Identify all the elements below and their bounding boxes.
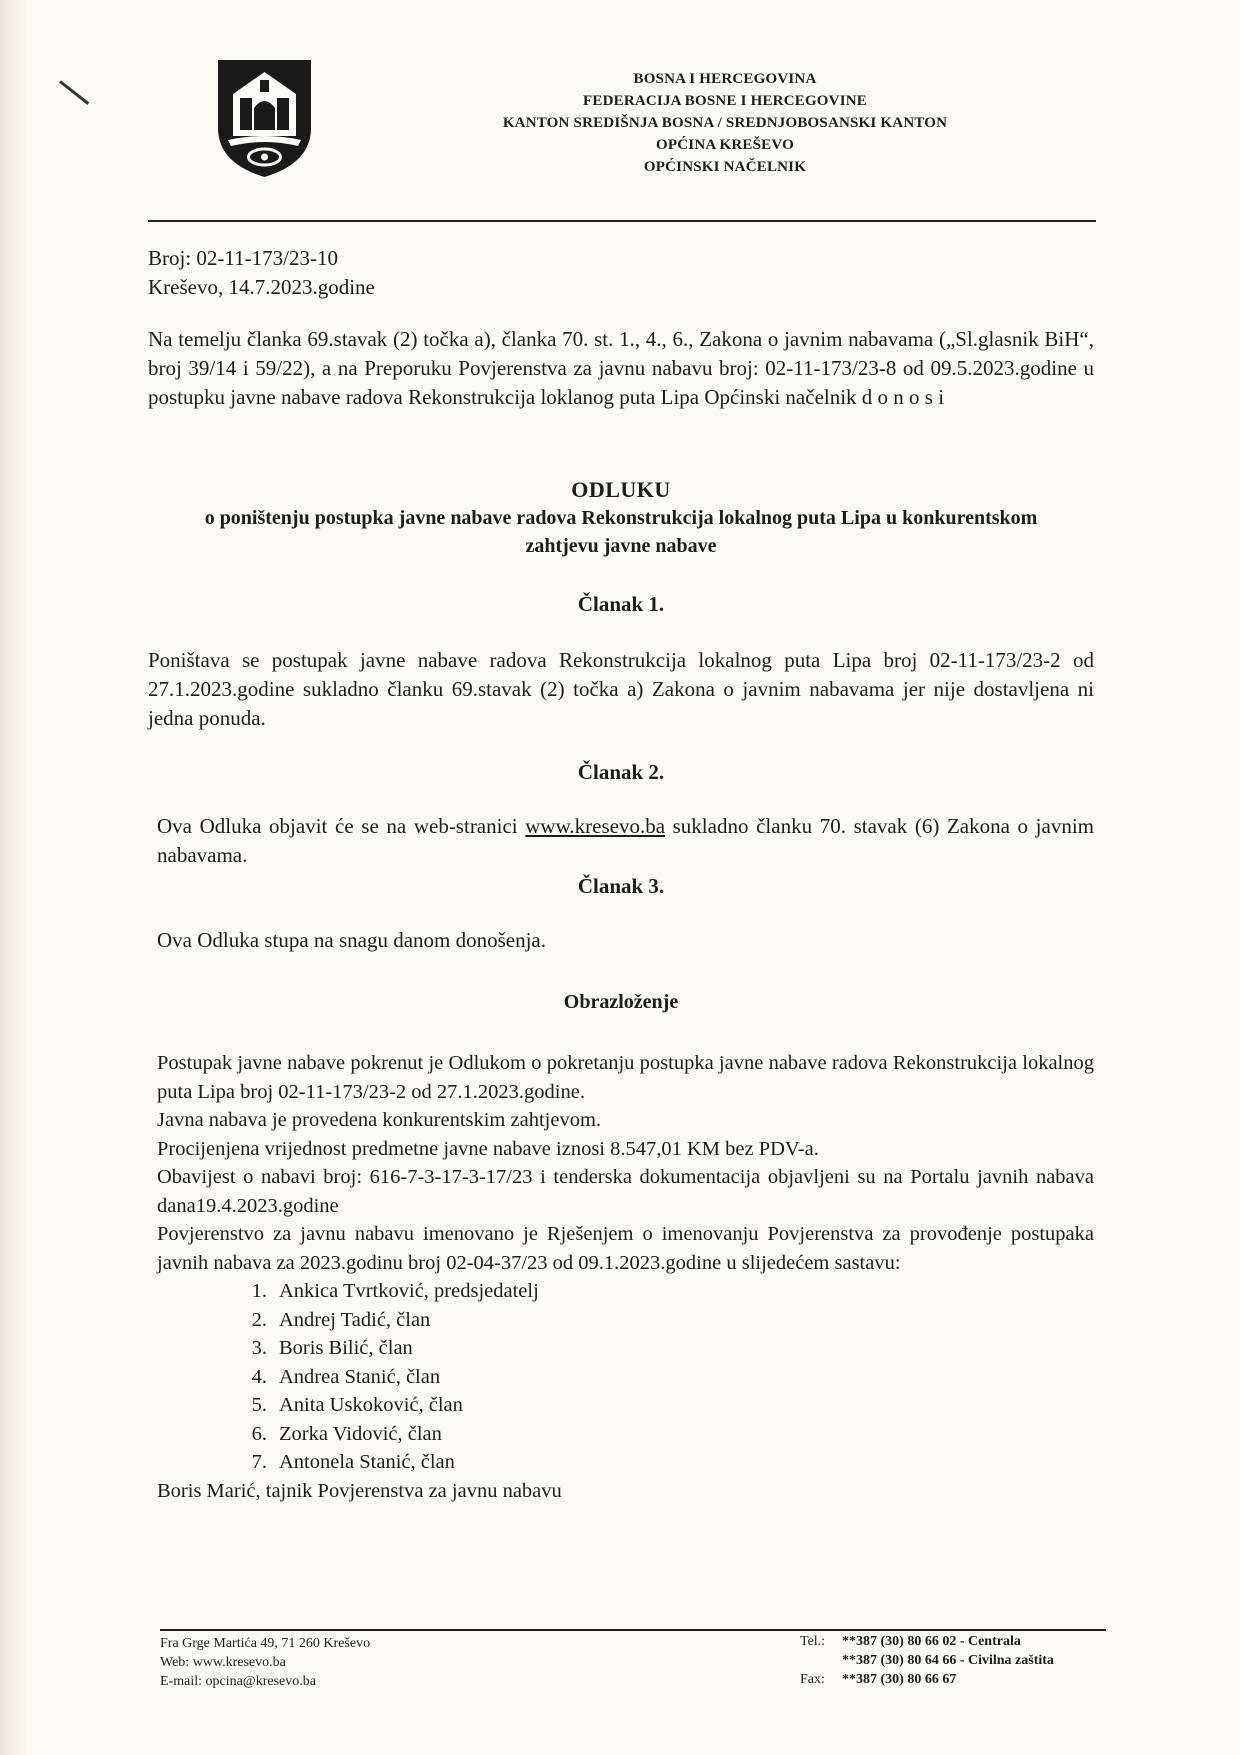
intro-paragraph: Na temelju članka 69.stavak (2) točka a), članka 70. st. 1., 4., 6., Zakona o javnim nabavama („Sl.glasnik BiH“, broj 39/14 i 59/22), a na Preporuku Povjerenstva za javnu nabavu broj: 02-11-173/23-8 od 09.5.2023.godine u postupku javne nabave radova Rekonstrukcija loklanog puta Lipa Općinski načelnik d o n o s i (148, 327, 1094, 409)
list-item: 3. Boris Bilić, član (251, 1337, 413, 1359)
footer-fax: Fax: **387 (30) 80 66 67 (800, 1672, 957, 1687)
commission-members-list (157, 1277, 1094, 1477)
footer-contact-left (160, 1634, 370, 1691)
header-canton: KANTON SREDIŠNJA BOSNA / SREDNJOBOSANSKI KANTON (502, 115, 948, 131)
list-item: 6. Zorka Vidović, član (251, 1422, 442, 1445)
list-item: 7. Antonela Stanić, član (251, 1451, 455, 1473)
article-2-text-before: Ova Odluka objavit će se na web-stranici (157, 814, 526, 838)
page-edge-shadow (0, 0, 28, 1755)
footer-tel-1: Tel.: **387 (30) 80 66 02 - Centrala (800, 1634, 1021, 1649)
explanation-p1: Postupak javne nabave pokrenut je Odlukom o pokretanju postupka javne nabave radova Rekonstrukcija lokalnog puta Lipa broj 02-11-173/23-2 od 27.1.2023.godine. (157, 1052, 1094, 1103)
decision-title-subtitle: o poništenju postupka javne nabave radova Rekonstrukcija lokalnog puta Lipa u konkurentskom zahtjevu javne nabave (204, 507, 1038, 557)
article-1-heading: Članak 1. (577, 592, 665, 616)
decision-title-main: ODLUKU (571, 477, 671, 502)
footer-tel-2: **387 (30) 80 64 66 - Civilna zaštita (842, 1653, 1054, 1668)
list-item: 4. Andrea Stanić, član (251, 1365, 441, 1388)
list-item: 1. Ankica Tvrtković, predsjedatelj (251, 1280, 539, 1302)
explanation-heading: Obrazloženje (563, 991, 679, 1013)
header-divider (148, 220, 1096, 222)
reference-block (148, 244, 375, 302)
document-header (460, 68, 990, 178)
header-municipality: OPĆINA KREŠEVO (656, 137, 794, 153)
article-3-heading: Članak 3. (577, 874, 665, 898)
explanation-body (157, 1049, 1094, 1505)
explanation-p2: Javna nabava je provedena konkurentskim zahtjevom. (157, 1109, 602, 1131)
header-office: OPĆINSKI NAČELNIK (643, 159, 807, 175)
reference-place-date: Kreševo, 14.7.2023.godine (148, 275, 375, 299)
footer-divider (160, 1629, 1106, 1631)
footer-web[interactable]: Web: www.kresevo.ba (160, 1655, 286, 1670)
article-2-heading: Članak 2. (577, 760, 665, 784)
header-federation: FEDERACIJA BOSNE I HERCEGOVINE (583, 93, 867, 109)
municipality-crest-icon (216, 58, 313, 179)
explanation-p3: Procijenjena vrijednost predmetne javne nabave iznosi 8.547,01 KM bez PDV-a. (157, 1137, 819, 1160)
article-2-text-after: sukladno članku 70. stavak (6) Zakona o javnim nabavama. (157, 814, 1094, 867)
footer-address: Fra Grge Martića 49, 71 260 Kreševo (160, 1636, 371, 1651)
footer-contact-right (800, 1632, 1054, 1689)
explanation-p4: Obavijest o nabavi broj: 616-7-3-17-3-17/23 i tenderska dokumentacija objavljeni su na Portalu javnih nabava dana19.4.2023.godine (157, 1166, 1094, 1217)
article-1-text: Poništava se postupak javne nabave radova Rekonstrukcija lokalnog puta Lipa broj 02-11-173/23-2 od 27.1.2023.godine sukladno članku 69.stavak (2) točka a) Zakona o javnim nabavama jer nije dostavljena ni jedna ponuda. (148, 648, 1094, 730)
pen-mark (59, 80, 89, 105)
footer-email[interactable]: E-mail: opcina@kresevo.ba (160, 1674, 316, 1689)
list-item: 2. Andrej Tadić, član (251, 1308, 431, 1331)
website-link[interactable]: www.kresevo.ba (525, 814, 666, 838)
reference-number: Broj: 02-11-173/23-10 (148, 246, 338, 270)
commission-secretary: Boris Marić, tajnik Povjerenstva za javnu nabavu (157, 1479, 562, 1502)
header-country: BOSNA I HERCEGOVINA (633, 71, 817, 87)
explanation-p5: Povjerenstvo za javnu nabavu imenovano je Rješenjem o imenovanju Povjerenstva za provođenje postupaka javnih nabava za 2023.godinu broj 02-04-37/23 od 09.1.2023.godine u slijedećem sastavu: (157, 1223, 1094, 1274)
decision-title (148, 475, 1094, 560)
list-item: 5. Anita Uskoković, član (251, 1394, 463, 1416)
article-3-text: Ova Odluka stupa na snagu danom donošenja. (157, 928, 547, 952)
article-2-text (157, 812, 1094, 870)
